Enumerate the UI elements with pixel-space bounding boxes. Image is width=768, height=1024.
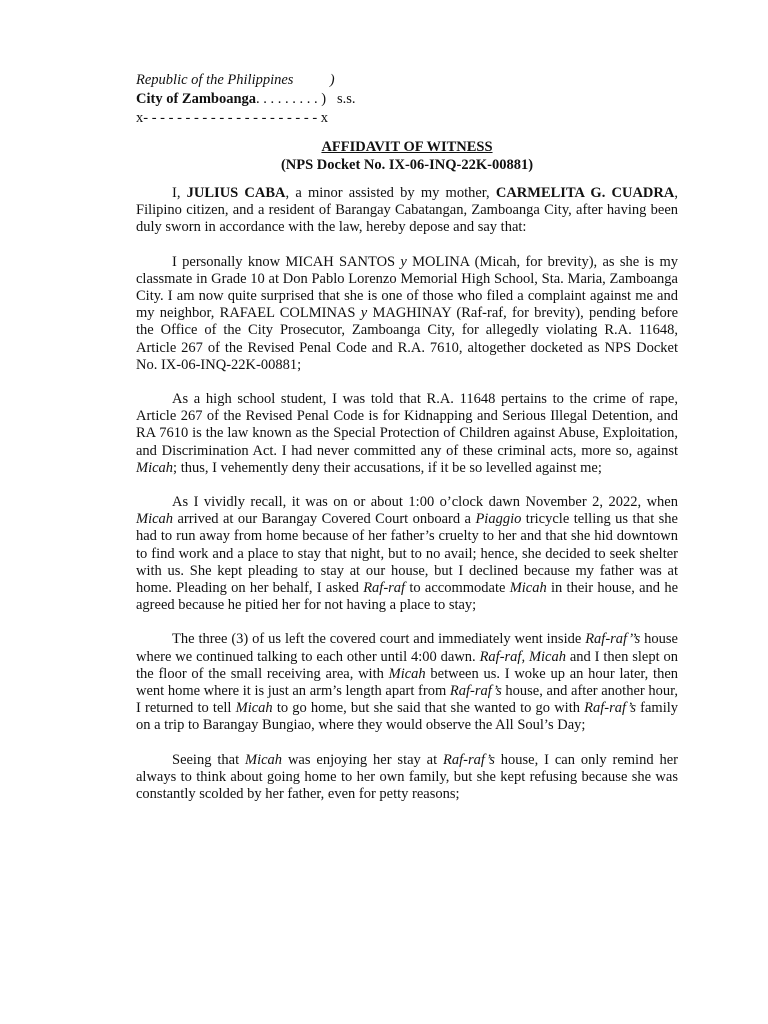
p6-text-a: Seeing that [172,751,245,768]
p5-text-d: between us. I woke up an hour later, then went home where it is just an arm’s length apart from [136,665,679,700]
p5-text-f: to go home, but she said that she wanted to go with [272,700,585,717]
venue-bracket-1: ) [329,72,335,88]
paragraph-2 [136,254,678,374]
venue-city-dots: . . . . . . . . . [256,91,318,107]
venue-city-line [136,90,356,109]
p5-micah-2: Micah [235,700,273,717]
venue-republic-line [136,71,356,90]
p5-rafraf-3: Raf-raf’s [449,683,502,700]
p3-text-b: ; thus, I vehemently deny their accusations, if it be so levelled against me; [173,459,602,476]
affidavit-heading: AFFIDAVIT OF WITNESS [321,139,493,155]
p5-text-g: family on a trip to Barangay Bungiao, where they would observe the All Soul’s Day; [136,700,679,734]
p5-text-b: house where we continued talking to each other until 4:00 dawn. [136,631,678,665]
affidavit-body [136,185,678,803]
p5-rafraf-2: Raf-raf, Micah [479,648,566,665]
mother-name: CARMELITA G. CUADRA [495,185,675,201]
p4-text-e: in their house, and he agreed because he pitied her for not having a place to stay; [136,580,679,614]
paragraph-1 [136,185,678,237]
p4-micah-1: Micah [136,511,174,528]
venue-caption [136,71,356,128]
document-title [136,138,678,174]
p6-text-c: house, I can only remind her always to think about going home to her own family, but she kept refusing because she was constantly scolded by her father, even for petty reasons; [136,751,678,803]
p2-y-2: y [360,305,368,322]
p3-micah: Micah [136,459,174,476]
p6-rafraf: Raf-raf’s [443,751,495,768]
p4-rafraf: Raf-raf [363,580,406,597]
p6-text-b: was enjoying her stay at [282,751,444,768]
p4-piaggio: Piaggio [475,511,522,528]
affiant-name: JULIUS CABA [186,185,286,201]
caption-divider: x- - - - - - - - - - - - - - - - - - - - - x [136,110,329,126]
p1-text-e: , Filipino citizen, and a resident of Barangay Cabatangan, Zamboanga City, after having been duly sworn in accordance with the law, hereby depose and say that: [136,185,678,236]
venue-city: City of Zamboanga [136,91,257,107]
p5-micah-1: Micah [388,665,426,682]
p1-text-a: I, [172,185,187,201]
venue-bracket-2: ) [321,91,327,107]
p5-text-e: house, and after another hour, I returned to tell [136,683,678,717]
p6-micah: Micah [245,751,283,768]
venue-republic: Republic of the Philippines [136,72,294,88]
p4-text-c: tricycle telling us that she had to run away from home because of her father’s cruelty to her and that she hid downtown to find work and a place to stay that night, but to no avail; hence, she decided to seek shelter with us. She kept pleading to stay at our house, but I declined because my father was at home. Pleading on her behalf, I asked [136,511,678,597]
paragraph-3 [136,391,678,477]
p4-text-a: As I vividly recall, it was on or about 1:00 o’clock dawn November 2, 2022, when [172,494,678,511]
venue-ss: s.s. [337,91,356,107]
p5-text-c: and I then slept on the floor of the small receiving area, with [136,648,678,682]
p2-text-a: I personally know MICAH SANTOS [172,253,401,270]
paragraph-6 [136,752,678,804]
p5-text-a: The three (3) of us left the covered court and immediately went inside [172,631,586,648]
p1-text-c: , a minor assisted by my mother, [285,185,496,201]
p4-text-b: arrived at our Barangay Covered Court onboard a [173,511,476,528]
docket-number: (NPS Docket No. IX-06-INQ-22K-00881) [280,157,534,173]
p2-text-b: MOLINA (Micah, for brevity), as she is my classmate in Grade 10 at Don Pablo Lorenzo Memorial High School, Sta. Maria, Zamboanga City. I am now quite surprised that she is one of those who filed a complaint against me and my neighbor, RAFAEL COLMINAS [136,253,678,322]
p5-rafraf-1: Raf-raf’’s [585,631,641,648]
paragraph-4 [136,494,678,614]
p4-micah-2: Micah [509,580,547,597]
paragraph-5 [136,631,678,734]
p2-text-c: MAGHINAY (Raf-raf, for brevity), pending before the Office of the City Prosecutor, Zamboanga City, for allegedly violating R.A. 11648, Article 267 of the Revised Penal Code and R.A. 7610, altogether docketed as NPS Docket No. IX-06-INQ-22K-00881; [136,305,678,373]
p3-text-a: As a high school student, I was told that R.A. 11648 pertains to the crime of rape, Article 267 of the Revised Penal Code is for Kidnapping and Serious Illegal Detention, and RA 7610 is the law known as the Special Protection of Children against Abuse, Exploitation, and Discrimination Act. I had never committed any of these criminal acts, more so, against [136,391,678,459]
p4-text-d: to accommodate [405,580,510,597]
p5-rafraf-4: Raf-raf’s [584,700,636,717]
p2-y-1: y [400,253,407,270]
